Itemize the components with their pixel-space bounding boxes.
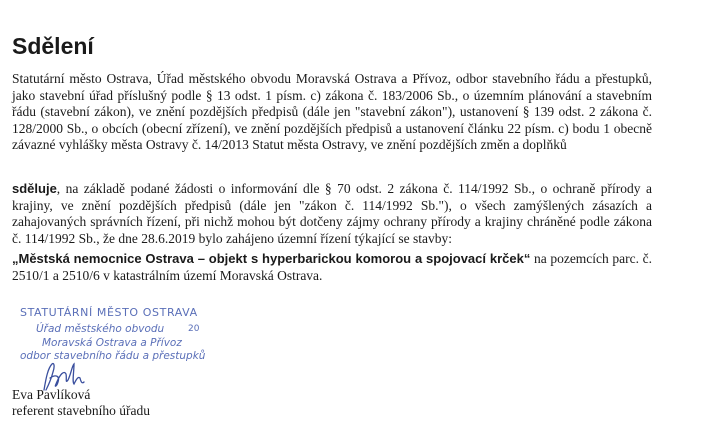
project-name: „Městská nemocnice Ostrava – objekt s hyperbarickou komorou a spojovací krček“ — [12, 251, 531, 266]
announcement-lead: sděluje — [12, 181, 57, 196]
stamp-line-office: Úřad městského obvodu — [36, 323, 165, 335]
document-title: Sdělení — [12, 33, 94, 59]
signatory-role: referent stavebního úřadu — [12, 403, 150, 418]
stamp-line-department: odbor stavebního řádu a přestupků — [20, 350, 206, 362]
announcement-paragraph — [12, 181, 652, 247]
stamp-number: 20 — [188, 324, 200, 334]
project-location: na pozemcích parc. č. 2510/1 a 2510/6 v katastrálním území Moravská Ostrava. — [12, 251, 653, 283]
stamp-line-district: Moravská Ostrava a Přívoz — [42, 337, 182, 349]
signatory-name: Eva Pavlíková — [12, 387, 91, 402]
project-paragraph — [12, 251, 652, 284]
announcement-text: , na základě podané žádosti o informování dle § 70 odst. 2 zákona č. 114/1992 Sb., o ochraně přírody a krajiny, ve znění pozdějších předpisů (dále jen "zákon č. 114/1992 Sb."), o všech zamýšlených zásazích a zahajovaných správních řízení, při nichž mohou být dotčeny zájmy ochrany přírody a krajiny chráněné podle zákona č. 114/1992 Sb., že dne 28.6.2019 bylo zahájeno územní řízení týkající se stavby: — [12, 181, 652, 246]
intro-paragraph: Statutární město Ostrava, Úřad městského obvodu Moravská Ostrava a Přívoz, odbor stavebního řádu a přestupků, jako stavební úřad příslušný podle § 13 odst. 1 písm. c) zákona č. 183/2006 Sb., o územním plánování a stavebním řádu (stavební zákon), ve znění pozdějších předpisů (dále jen "stavební zákon"), ustanovení § 139 odst. 2 zákona č. 128/2000 Sb., o obcích (obecní zřízení), ve znění pozdějších předpisů a ustanovení článku 22 písm. c) bodu 1 obecně závazné vyhlášky města Ostravy č. 14/2013 Statut města Ostravy, ve znění pozdějších změn a doplňků — [12, 71, 652, 152]
stamp-title: STATUTÁRNÍ MĚSTO OSTRAVA — [20, 306, 198, 319]
